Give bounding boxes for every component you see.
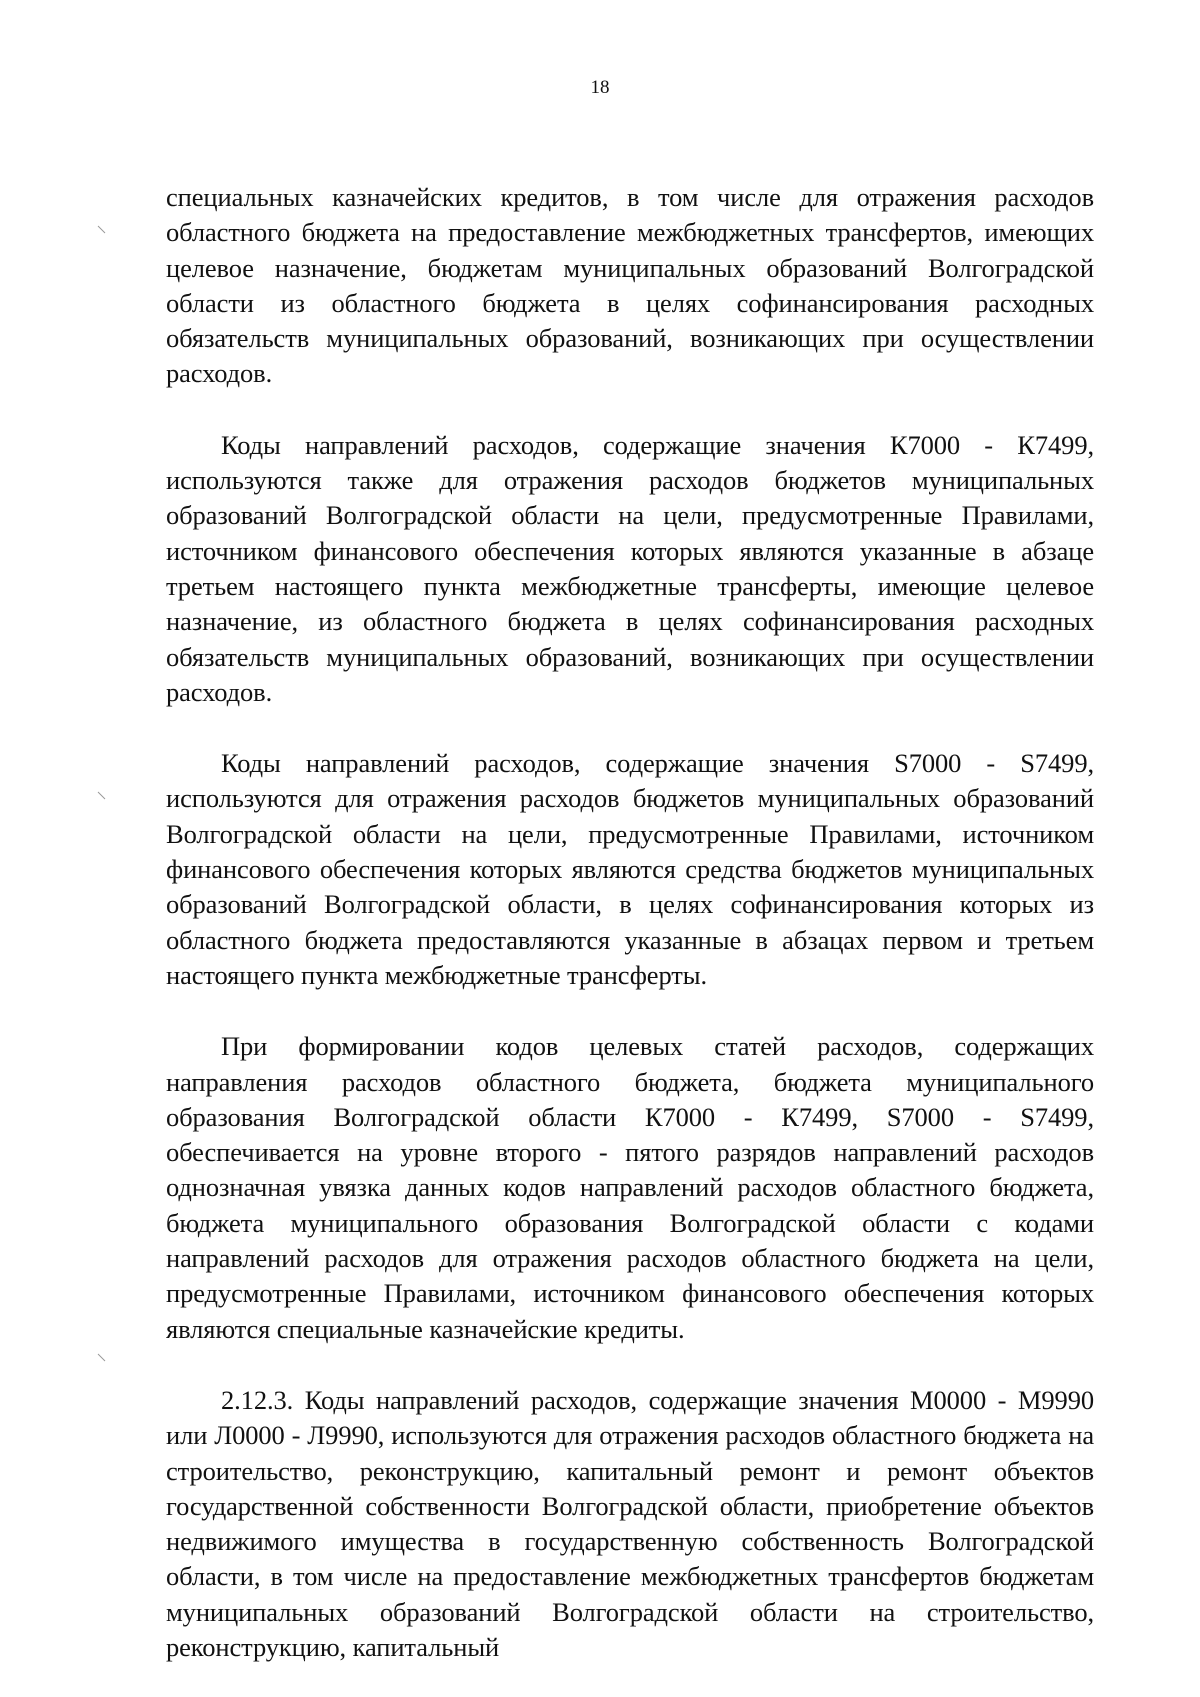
paragraph-clause-2-12-3: 2.12.3. Коды направлений расходов, содержащие значения М0000 - М9990 или Л0000 - Л9990, используются для отражения расходов областного бюджета на строительство, реконструкцию, капитальный ремонт и ремонт объектов государственной собственности Волгоградской области, приобретение объектов недвижимого имущества в государственную собственность Волгоградской области, в том числе на предоставление межбюджетных трансфертов бюджетам муниципальных образований Волгоградской области на строительство, реконструкцию, капитальный bbox=[166, 1384, 1094, 1662]
scan-mark bbox=[96, 790, 110, 804]
paragraph-k7000-codes: Коды направлений расходов, содержащие значения К7000 - К7499, используются также для отражения расходов бюджетов муниципальных образований Волгоградской области на цели, предусмотренные Правилами, источником финансового обеспечения которых являются указанные в абзаце третьем настоящего пункта межбюджетные трансферты, имеющие целевое назначение, из областного бюджета в целях софинансирования расходных обязательств муниципальных образований, возникающих при осуществлении расходов. bbox=[166, 429, 1094, 707]
scan-mark bbox=[96, 224, 110, 238]
paragraph-code-formation: При формировании кодов целевых статей расходов, содержащих направления расходов областного бюджета, бюджета муниципального образования Волгоградской области К7000 - К7499, S7000 - S7499, обеспечивается на уровне второго - пятого разрядов направлений расходов однозначная увязка данных кодов направлений расходов областного бюджета, бюджета муниципального образования Волгоградской области с кодами направлений расходов для отражения расходов областного бюджета на цели, предусмотренные Правилами, источником финансового обеспечения которых являются специальные казначейские кредиты. bbox=[166, 1031, 1094, 1344]
scan-mark bbox=[96, 1352, 110, 1366]
paragraph-s7000-codes: Коды направлений расходов, содержащие значения S7000 - S7499, используются для отражения расходов бюджетов муниципальных образований Волгоградской области на цели, предусмотренные Правилами, источником финансового обеспечения которых являются средства бюджетов муниципальных образований Волгоградской области, в целях софинансирования которых из областного бюджета предоставляются указанные в абзацах первом и третьем настоящего пункта межбюджетные трансферты. bbox=[166, 748, 1094, 990]
paragraph-continuation: специальных казначейских кредитов, в том числе для отражения расходов областного бюджета на предоставление межбюджетных трансфертов, имеющих целевое назначение, бюджетам муниципальных образований Волгоградской области из областного бюджета в целях софинансирования расходных обязательств муниципальных образований, возникающих при осуществлении расходов. bbox=[166, 182, 1094, 389]
document-body bbox=[166, 180, 1094, 1665]
page-number: 18 bbox=[590, 77, 610, 98]
